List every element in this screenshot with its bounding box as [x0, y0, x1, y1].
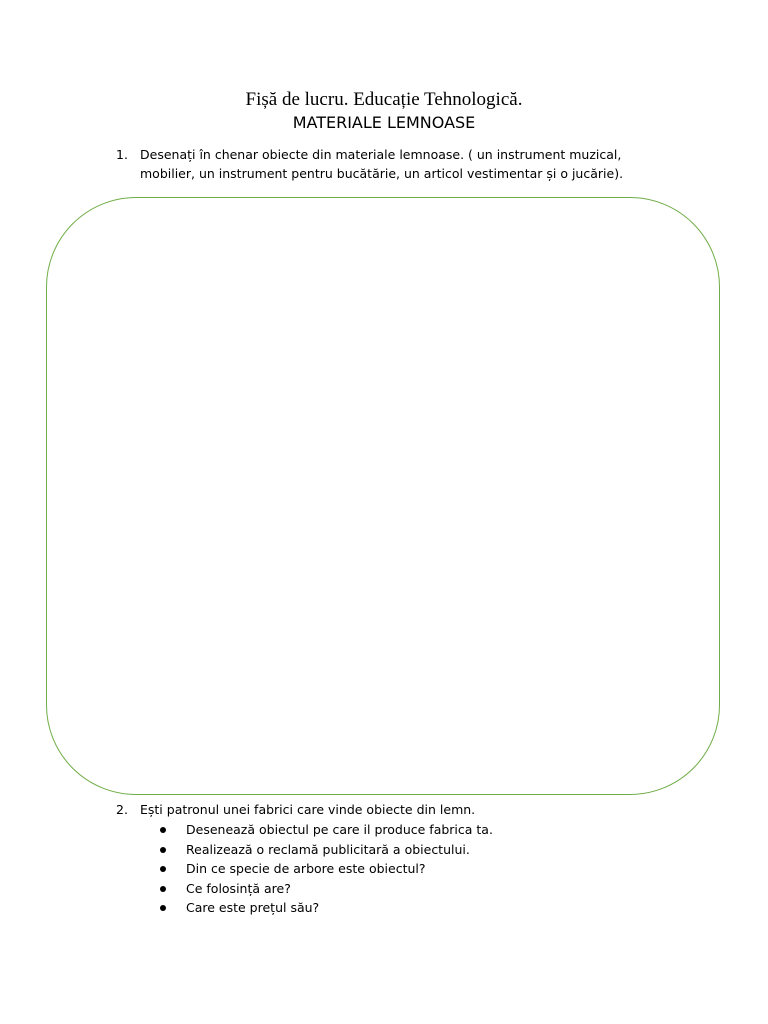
- bullet-icon: [160, 847, 166, 853]
- bullet-icon: [160, 886, 166, 892]
- list-item-text: Care este prețul său?: [186, 900, 320, 915]
- list-item-text: Realizează o reclamă publicitară a obiectului.: [186, 841, 470, 857]
- question-1-text-line-2: mobilier, un instrument pentru bucătărie, un articol vestimentar și o jucărie).: [140, 166, 624, 181]
- bullet-icon: [160, 866, 166, 872]
- question-1-number: 1.: [116, 147, 128, 162]
- worksheet-subtitle: MATERIALE LEMNOASE: [292, 113, 476, 132]
- list-item-text: Ce folosință are?: [186, 880, 291, 896]
- question-2-text: Ești patronul unei fabrici care vinde obiecte din lemn.: [140, 802, 476, 817]
- question-1-text-line-1: Desenați în chenar obiecte din materiale lemnoase. ( un instrument muzical,: [140, 147, 622, 162]
- list-item-text: Desenează obiectul pe care il produce fabrica ta.: [186, 822, 493, 837]
- worksheet-title: Fișă de lucru. Educație Tehnologică.: [245, 89, 523, 110]
- question-2-number: 2.: [116, 802, 128, 817]
- bullet-icon: [160, 905, 166, 911]
- list-item-text: Din ce specie de arbore este obiectul?: [186, 861, 426, 876]
- bullet-icon: [160, 827, 166, 833]
- drawing-frame: [46, 197, 720, 795]
